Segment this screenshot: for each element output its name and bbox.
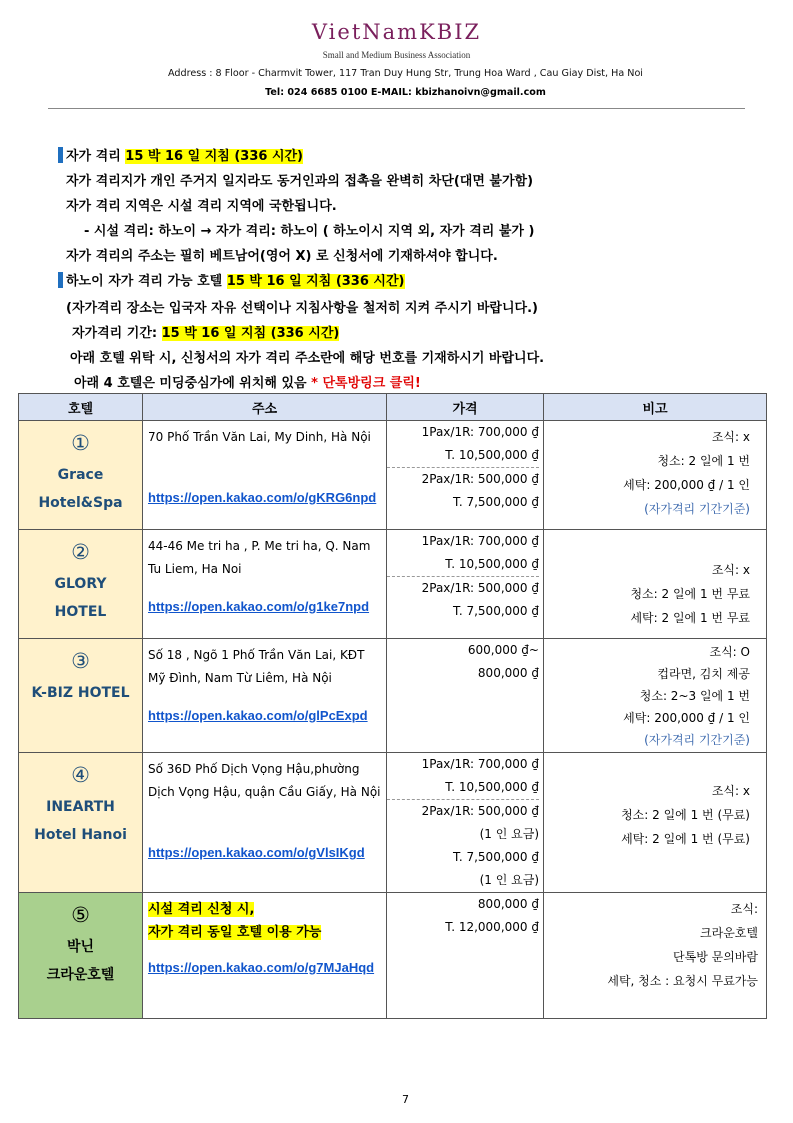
heading-bar <box>58 272 63 288</box>
hotel-price-cell: 1Pax/1R: 700,000 ₫ T. 10,500,000 ₫ 2Pax/1R: 500,000 ₫ (1 인 요금) T. 7,500,000 ₫ (1 인 요금) <box>387 753 544 893</box>
association-logo: VietNamKBIZ <box>311 20 482 44</box>
hotel-notes-cell: 조식: x 청소: 2 일에 1 번 세탁: 200,000 ₫ / 1 인 (자가격리 기간기준) <box>544 421 767 530</box>
hotel-address-cell: Số 18 , Ngõ 1 Phố Trần Văn Lai, KĐT Mỹ Đình, Nam Từ Liêm, Hà Nội https://open.kakao.com/o/glPcExpd <box>143 639 387 753</box>
chat-link-hint: * 단톡방링크 클릭! <box>311 376 421 391</box>
page-number: 7 <box>402 1093 409 1106</box>
hotel-name-cell: ⑤ 박닌 크라운호텔 <box>19 893 143 1019</box>
hotel-name-cell: ④ INEARTH Hotel Hanoi <box>19 753 143 893</box>
association-subtitle: Small and Medium Business Association <box>322 50 471 60</box>
intro-line-3: - 시설 격리: 하노이 → 자가 격리: 하노이 ( 하노이시 지역 외, 자가 격리 불가 ) <box>84 224 535 239</box>
table-row <box>19 639 767 753</box>
hotel-price-cell: 600,000 ₫~ 800,000 ₫ <box>387 639 544 753</box>
hotel-notes-cell: 조식: x 청소: 2 일에 1 번 (무료) 세탁: 2 일에 1 번 (무료) <box>544 753 767 893</box>
contact-line: Tel: 024 6685 0100 E-MAIL: kbizhanoivn@gmail.com <box>265 87 546 98</box>
kakao-chat-link[interactable]: https://open.kakao.com/o/g7MJaHqd <box>148 960 375 975</box>
intro-line-6: 자가격리 기간: 15 박 16 일 지침 (336 시간) <box>72 326 340 341</box>
table-header-row <box>19 394 767 421</box>
table-row <box>19 753 767 893</box>
hotel-name-cell: ③ K-BIZ HOTEL <box>19 639 143 753</box>
intro-line-1: 자가 격리지가 개인 주거지 일지라도 동거인과의 접촉을 완벽히 차단(대면 불가함) <box>66 174 534 189</box>
hotel-price-cell: 800,000 ₫ T. 12,000,000 ₫ <box>387 893 544 1019</box>
hotel-notes-cell: 조식: x 청소: 2 일에 1 번 무료 세탁: 2 일에 1 번 무료 <box>544 530 767 639</box>
hotel-notes-cell: 조식: O 컵라면, 김치 제공 청소: 2~3 일에 1 번 세탁: 200,000 ₫ / 1 인 (자가격리 기간기준) <box>544 639 767 753</box>
kakao-chat-link[interactable]: https://open.kakao.com/o/gKRG6npd <box>148 490 377 505</box>
hotel-address-cell: 44-46 Me tri ha , P. Me tri ha, Q. Nam Tu Liem, Ha Noi https://open.kakao.com/o/g1ke7npd <box>143 530 387 639</box>
hotel-name-cell: ② GLORY HOTEL <box>19 530 143 639</box>
col-header-address: 주소 <box>143 394 387 421</box>
hotel-notes-cell: 조식: 크라운호텔 단톡방 문의바람 세탁, 청소 : 요청시 무료가능 <box>544 893 767 1019</box>
intro-line-2: 자가 격리 지역은 시설 격리 지역에 국한됩니다. <box>66 199 337 214</box>
hotel-address-cell: 70 Phố Trần Văn Lai, My Dinh, Hà Nội https://open.kakao.com/o/gKRG6npd <box>143 421 387 530</box>
col-header-notes: 비고 <box>544 394 767 421</box>
intro-line-5: (자가격리 장소는 입국자 자유 선택이나 지침사항을 철저히 지켜 주시기 바랍니다.) <box>66 301 538 316</box>
hotel-price-cell: 1Pax/1R: 700,000 ₫ T. 10,500,000 ₫ 2Pax/1R: 500,000 ₫ T. 7,500,000 ₫ <box>387 530 544 639</box>
hotel-address-cell: Số 36D Phố Dịch Vọng Hậu,phường Dịch Vọng Hậu, quận Cầu Giấy, Hà Nội https://open.kakao.com/o/gVlsIKgd <box>143 753 387 893</box>
header-divider <box>48 108 745 109</box>
heading-self-quarantine: 자가 격리 15 박 16 일 지침 (336 시간) <box>58 145 303 164</box>
table-row <box>19 530 767 639</box>
hotel-address-cell: 시설 격리 신청 시, 자가 격리 동일 호텔 이용 가능 https://open.kakao.com/o/g7MJaHqd <box>143 893 387 1019</box>
intro-line-7: 아래 호텔 위탁 시, 신청서의 자가 격리 주소란에 해당 번호를 기재하시기 바랍니다. <box>70 351 545 366</box>
heading-hanoi-hotels: 하노이 자가 격리 가능 호텔 15 박 16 일 지침 (336 시간) <box>58 270 405 289</box>
table-row <box>19 421 767 530</box>
intro-line-4: 자가 격리의 주소는 필히 베트남어(영어 X) 로 신청서에 기재하셔야 합니다. <box>66 249 498 264</box>
address-line: Address : 8 Floor - Charmvit Tower, 117 Tran Duy Hung Str, Trung Hoa Ward , Cau Giay Dist, Ha Noi <box>168 68 643 79</box>
hotel-table <box>18 393 767 1019</box>
heading-bar <box>58 147 63 163</box>
table-row <box>19 893 767 1019</box>
kakao-chat-link[interactable]: https://open.kakao.com/o/glPcExpd <box>148 708 368 723</box>
hotel-name-cell: ① Grace Hotel&Spa <box>19 421 143 530</box>
kakao-chat-link[interactable]: https://open.kakao.com/o/gVlsIKgd <box>148 845 365 860</box>
hotel-price-cell: 1Pax/1R: 700,000 ₫ T. 10,500,000 ₫ 2Pax/1R: 500,000 ₫ T. 7,500,000 ₫ <box>387 421 544 530</box>
col-header-hotel: 호텔 <box>19 394 143 421</box>
intro-line-8: 아래 4 호텔은 미딩중심가에 위치해 있음 * 단톡방링크 클릭! <box>74 376 421 391</box>
kakao-chat-link[interactable]: https://open.kakao.com/o/g1ke7npd <box>148 599 370 614</box>
col-header-price: 가격 <box>387 394 544 421</box>
